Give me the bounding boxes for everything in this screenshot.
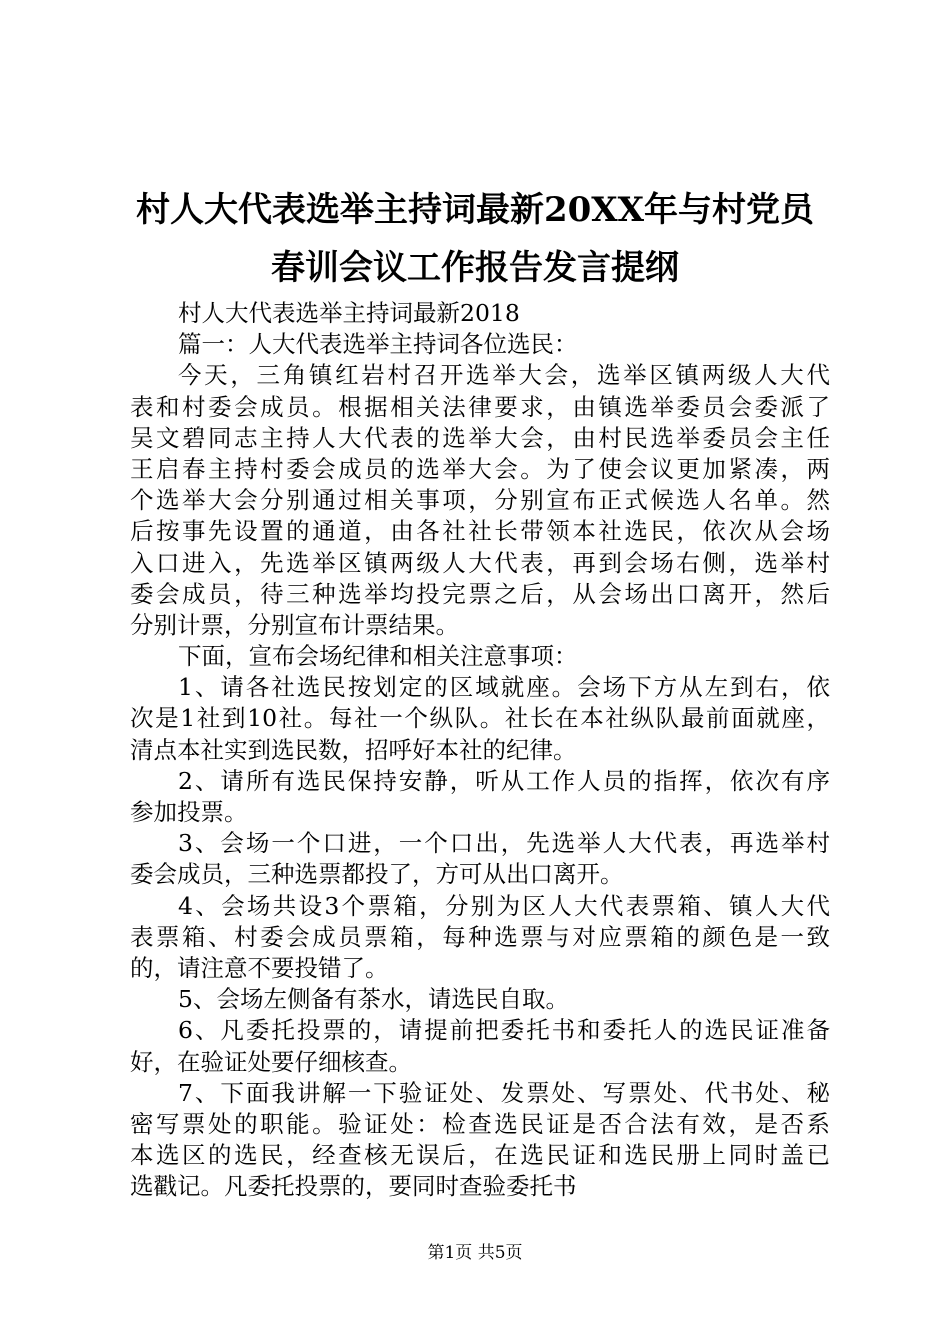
document-body [130, 298, 830, 1202]
body-text-line: 3、会场一个口进，一个口出，先选举人大代表，再选举村 [178, 829, 830, 858]
document-title-line-1: 村人大代表选举主持词最新20XX年与村党员 [135, 190, 815, 230]
body-text-line: 委会成员，待三种选举均投完票之后，从会场出口离开，然后 [130, 579, 830, 608]
body-text-line: 本选区的选民，经查核无误后，在选民证和选民册上同时盖已 [130, 1141, 830, 1170]
body-text-line: 村人大代表选举主持词最新2018 [178, 299, 520, 327]
body-text-line: 好，在验证处要仔细核查。 [130, 1047, 412, 1076]
body-text-line: 篇一：人大代表选举主持词各位选民： [178, 330, 578, 359]
body-text-line: 吴文碧同志主持人大代表的选举大会，由村民选举委员会主任 [130, 423, 830, 452]
body-text-line: 表和村委会成员。根据相关法律要求，由镇选举委员会委派了 [130, 392, 830, 421]
body-text-line: 密写票处的职能。验证处：检查选民证是否合法有效，是否系 [130, 1109, 830, 1138]
body-text-line: 分别计票，分别宣布计票结果。 [130, 610, 459, 639]
body-text-line: 下面，宣布会场纪律和相关注意事项： [178, 642, 578, 671]
body-text-line: 1、请各社选民按划定的区域就座。会场下方从左到右，依 [178, 673, 830, 702]
body-text-line: 选戳记。凡委托投票的，要同时查验委托书 [130, 1172, 577, 1201]
body-text-line: 参加投票。 [130, 798, 248, 826]
body-text-line: 入口进入，先选举区镇两级人大代表，再到会场右侧，选举村 [130, 548, 830, 577]
body-text-line: 今天，三角镇红岩村召开选举大会，选举区镇两级人大代 [178, 361, 830, 390]
document-title-line-2: 春训会议工作报告发言提纲 [271, 248, 679, 288]
body-text-line: 个选举大会分别通过相关事项，分别宣布正式候选人名单。然 [130, 486, 830, 515]
body-text-line: 后按事先设置的通道，由各社社长带领本社选民，依次从会场 [130, 517, 830, 546]
body-text-line: 4、会场共设3个票箱，分别为区人大代表票箱、镇人大代 [178, 891, 830, 920]
page-footer: 第1页 共5页 [427, 1243, 523, 1263]
body-text-line: 5、会场左侧备有茶水，请选民自取。 [178, 985, 569, 1014]
body-text-line: 清点本社实到选民数，招呼好本社的纪律。 [130, 735, 577, 764]
body-text-line: 王启春主持村委会成员的选举大会。为了使会议更加紧凑，两 [130, 454, 830, 483]
body-text-line: 表票箱、村委会成员票箱，每种选票与对应票箱的颜色是一致 [130, 922, 830, 951]
body-text-line: 委会成员，三种选票都投了，方可从出口离开。 [130, 860, 624, 889]
body-text-line: 2、请所有选民保持安静，听从工作人员的指挥，依次有序 [178, 766, 830, 795]
body-text-line: 的，请注意不要投错了。 [130, 953, 389, 982]
body-text-line: 次是1社到10社。每社一个纵队。社长在本社纵队最前面就座， [130, 704, 830, 733]
body-text-line: 7、下面我讲解一下验证处、发票处、写票处、代书处、秘 [178, 1078, 830, 1107]
body-text-line: 6、凡委托投票的，请提前把委托书和委托人的选民证准备 [178, 1016, 830, 1045]
